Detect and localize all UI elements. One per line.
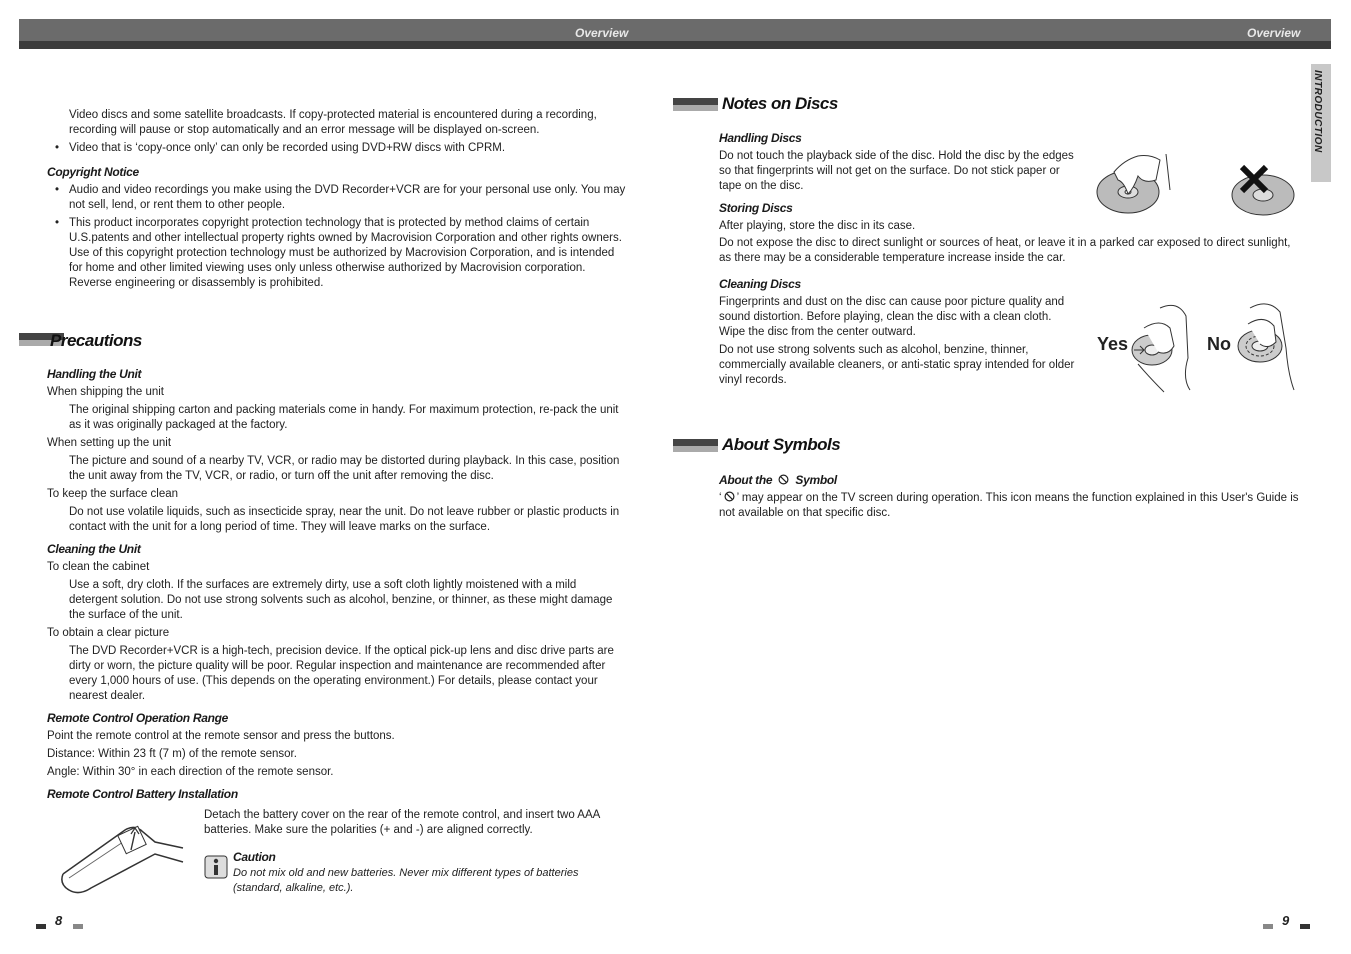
no-label: No [1207, 334, 1231, 354]
disc-wipe-correct-illustration [1130, 298, 1195, 393]
symbols-bar [673, 439, 718, 452]
header-title-right: Overview [1247, 26, 1301, 40]
copyright-heading: Copyright Notice [47, 165, 139, 179]
handling-discs-text: Do not touch the playback side of the disc. Hold the disc by the edges so that fingerprints will not get on the surface. Do not stick paper or tape on the disc. [719, 150, 1074, 192]
cabinet-text: Use a soft, dry cloth. If the surfaces are extremely dirty, use a soft cloth lightly moistened with a mild detergent solution. Do not use strong solvents such as alcohol, benzine, or thinner, as these might damage the surface of the unit. [69, 579, 613, 621]
range-heading: Remote Control Operation Range [47, 711, 229, 725]
picture-label: To obtain a clear picture [47, 627, 170, 639]
page-marker-left-2 [73, 924, 83, 929]
left-page-top [47, 108, 627, 294]
remote-battery-illustration [55, 812, 190, 902]
shipping-label: When shipping the unit [47, 386, 164, 398]
page-number-right: 9 [1282, 913, 1290, 928]
caution-title: Caution [233, 850, 276, 864]
symbol-text-body: ’ may appear on the TV screen during operation. This icon means the function explained in this User's Guide is not available on that specific disc. [719, 492, 1299, 519]
symbols-title: About Symbols [722, 435, 841, 454]
cabinet-label: To clean the cabinet [47, 561, 150, 573]
symbol-text-open-quote: ‘ [719, 492, 722, 504]
header-bar [19, 19, 1331, 41]
notes-bar [673, 98, 718, 111]
prohibited-inline-icon [724, 491, 735, 502]
surface-text: Do not use volatile liquids, such as insecticide spray, near the unit. Do not leave rubber or plastic products in contact with the unit for a long period of time. They will leave marks on the surface. [69, 506, 620, 533]
side-tab-label: INTRODUCTION [1312, 70, 1323, 153]
copyright-bullet-1: • Audio and video recordings you make using the DVD Recorder+VCR are for your personal use only. You may not sell, lend, or rent them to other people. [47, 183, 627, 213]
symbols-block [719, 466, 1304, 521]
storing-text-1: After playing, store the disc in its case. [719, 220, 916, 232]
intro-bullet: • Video that is ‘copy-once only’ can only be recorded using DVD+RW discs with CPRM. [47, 141, 627, 156]
handling-discs-heading: Handling Discs [719, 131, 802, 145]
caution-text: Do not mix old and new batteries. Never mix different types of batteries (standard, alkaline, etc.). [233, 867, 579, 894]
page-marker-right-1 [1263, 924, 1273, 929]
setting-text: The picture and sound of a nearby TV, VCR, or radio may be distorted during playback. In this case, position the unit away from the TV, VCR, or radio, or turn off the unit after removing the disc. [69, 455, 620, 482]
handling-discs-block [719, 124, 1079, 237]
battery-text: Detach the battery cover on the rear of the remote control, and insert two AAA batteries. Make sure the polarities (+ and -) are aligned correctly. [204, 809, 600, 836]
battery-heading: Remote Control Battery Installation [47, 787, 238, 801]
copyright-bullet-2: • This product incorporates copyright protection technology that is protected by method claims of certain U.S.patents and other intellectual property rights owned by Macrovision Corporation and other rights owners. Use of this copyright protection technology must be authorized by Macrovision Corporation, and is intended for home and other limited viewing uses only unless otherwise authorized by Macrovision corporation. Reverse engineering or disassembly is prohibited. [47, 216, 627, 291]
setting-label: When setting up the unit [47, 437, 172, 449]
symbol-heading-pre: About the [719, 473, 773, 487]
caution-box [233, 850, 628, 896]
cleaning-text-2: Do not use strong solvents such as alcohol, benzine, thinner, commercially available cleaners, or anti-static spray intended for older vinyl records. [719, 344, 1075, 386]
disc-held-correctly-illustration [1094, 150, 1174, 216]
yes-label: Yes [1097, 334, 1129, 354]
symbol-heading [719, 473, 1304, 488]
notes-title: Notes on Discs [722, 94, 838, 113]
cleaning-discs-block [719, 270, 1079, 391]
storing-block [719, 236, 1299, 269]
range-line-2: Distance: Within 23 ft (7 m) of the remote sensor. [47, 748, 297, 760]
symbol-text [719, 491, 1304, 521]
storing-text-2: Do not expose the disc to direct sunlight or sources of heat, or leave it in a parked car exposed to direct sunlight, as there may be a considerable temperature increase inside the car. [719, 237, 1291, 264]
cleaning-discs-heading: Cleaning Discs [719, 277, 801, 291]
precautions-title: Precautions [50, 331, 142, 350]
page-marker-right-2 [1300, 924, 1310, 929]
picture-text: The DVD Recorder+VCR is a high-tech, precision device. If the optical pick-up lens and disc drive parts are dirty or worn, the picture quality will be poor. Regular inspection and maintenance are recommended after every 1,000 hours of use. (This depends on the operating environment.) For details, please contact your nearest dealer. [69, 645, 614, 702]
range-line-3: Angle: Within 30° in each direction of the remote sensor. [47, 766, 334, 778]
disc-wipe-incorrect-illustration [1232, 298, 1297, 393]
disc-held-incorrectly-illustration [1228, 163, 1298, 217]
precautions-body [47, 360, 627, 805]
page-number-left: 8 [55, 913, 63, 928]
cleaning-text-1: Fingerprints and dust on the disc can cause poor picture quality and sound distortion. Before playing, clean the disc with a clean cloth. Wipe the disc from the center outward. [719, 296, 1065, 338]
prohibited-icon [778, 474, 789, 485]
storing-heading: Storing Discs [719, 201, 793, 215]
surface-label: To keep the surface clean [47, 488, 179, 500]
section-side-tab [1311, 64, 1331, 182]
range-line-1: Point the remote control at the remote sensor and press the buttons. [47, 730, 395, 742]
cleaning-unit-heading: Cleaning the Unit [47, 542, 141, 556]
battery-body [204, 808, 624, 838]
header-title-left: Overview [575, 26, 629, 40]
symbol-heading-post: Symbol [795, 473, 837, 487]
shipping-text: The original shipping carton and packing materials come in handy. For maximum protection, re-pack the unit as it was originally packaged at the factory. [69, 404, 619, 431]
info-icon [204, 852, 228, 880]
handling-unit-heading: Handling the Unit [47, 367, 142, 381]
intro-paragraph: Video discs and some satellite broadcasts. If copy-protected material is encountered during a recording, recording will pause or stop automatically and an error message will be displayed on-screen. [69, 109, 597, 136]
header-bar-shadow [19, 41, 1331, 49]
page-marker-left-1 [36, 924, 46, 929]
